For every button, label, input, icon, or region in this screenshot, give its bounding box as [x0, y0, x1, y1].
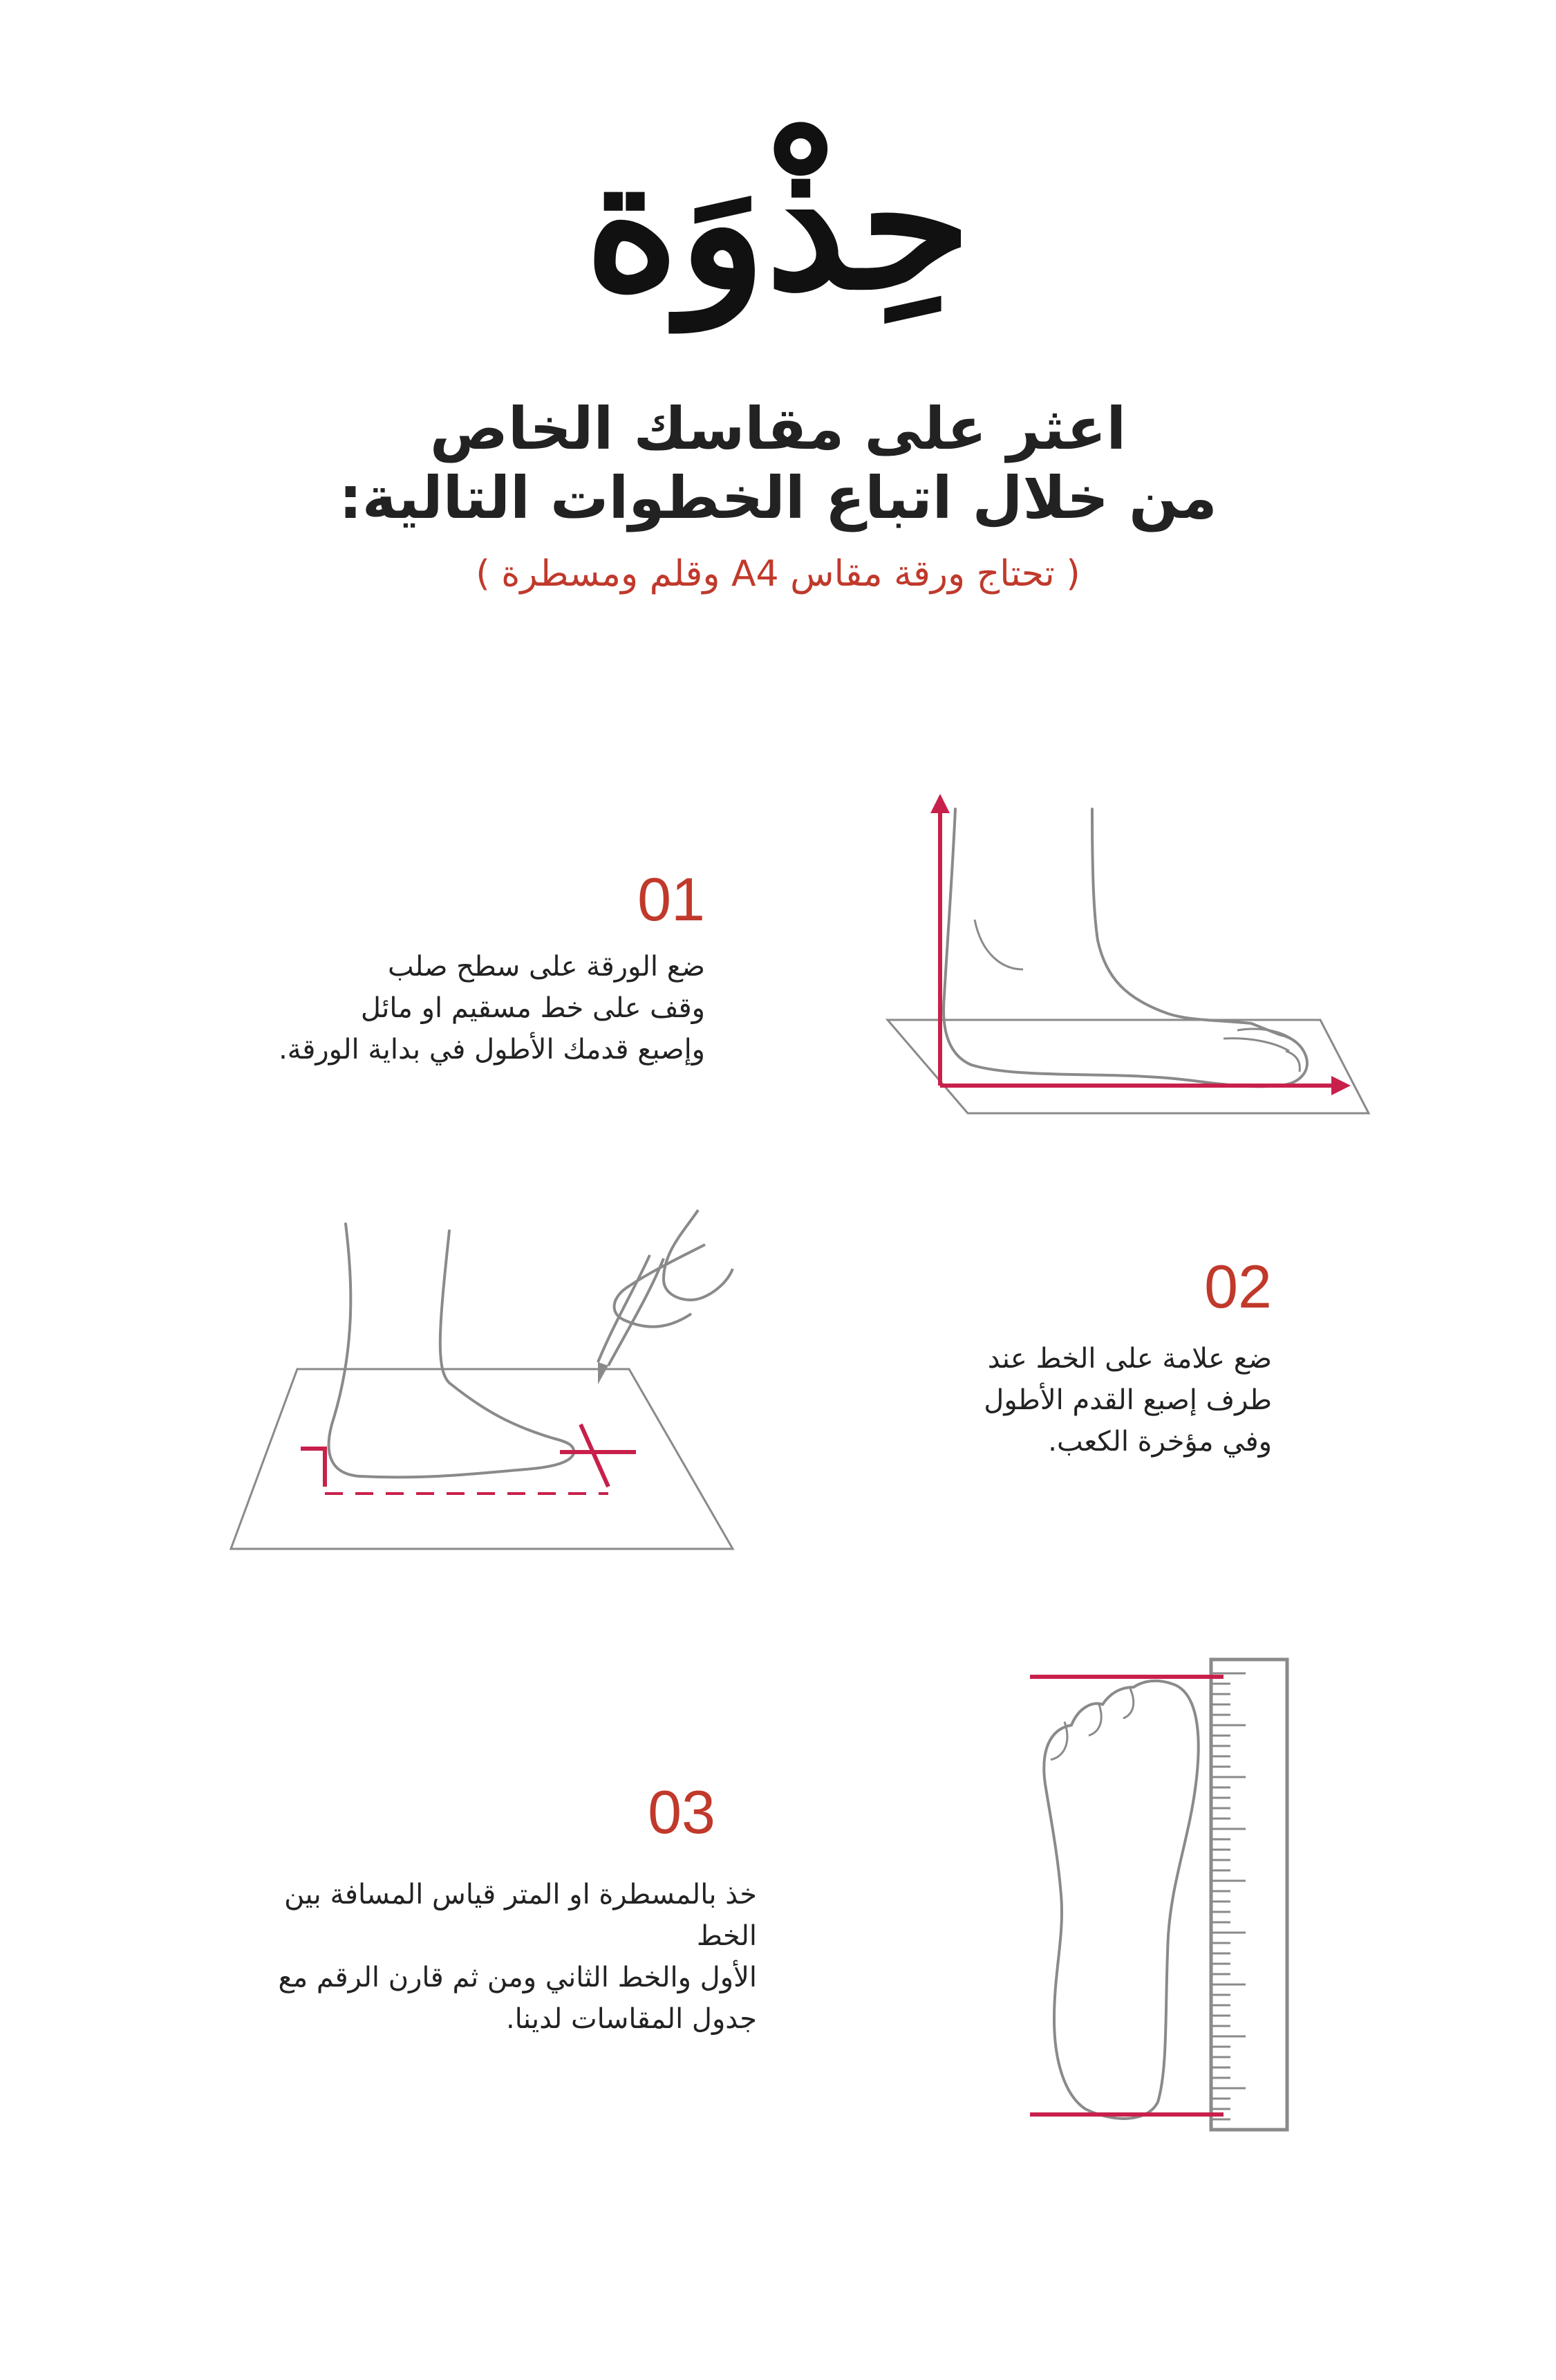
foot-side-on-paper-icon [878, 788, 1389, 1134]
step-3-number: 03 [648, 1778, 715, 1846]
step-3-line: الأول والخط الثاني ومن ثم قارن الرقم مع [278, 1962, 757, 1993]
step-2-line: وفي مؤخرة الكعب. [1048, 1426, 1272, 1458]
requirements-note: ( تحتاج ورقة مقاس A4 وقلم ومسطرة ) [476, 553, 1080, 595]
step-1-line: وإصبع قدمك الأطول في بداية الورقة. [279, 1034, 705, 1066]
step-1-text [221, 946, 705, 1070]
foot-top-with-ruler-icon [1023, 1646, 1313, 2144]
step-3-line: خذ بالمسطرة او المتر قياس المسافة بين الخط [284, 1879, 757, 1952]
step-1-line: وقف على خط مسقيم او مائل [360, 992, 705, 1024]
foot-marking-with-pen-icon [221, 1203, 760, 1563]
step-2-number: 02 [1204, 1252, 1272, 1321]
step-3-line: جدول المقاسات لدينا. [505, 2003, 757, 2035]
brand-logo: حِذْوَة [585, 119, 971, 330]
step-1-number: 01 [637, 865, 705, 933]
step-3-text [232, 1874, 757, 2040]
step-1-line: ضع الورقة على سطح صلب [387, 951, 705, 983]
step-2-text [788, 1338, 1272, 1462]
page-title-line-1: اعثر على مقاسك الخاص [429, 395, 1127, 463]
page-title-line-2: من خلال اتباع الخطوات التالية: [339, 464, 1217, 532]
step-2-line: ضع علامة على الخط عند [987, 1343, 1272, 1375]
step-2-line: طرف إصبع القدم الأطول [984, 1384, 1272, 1416]
